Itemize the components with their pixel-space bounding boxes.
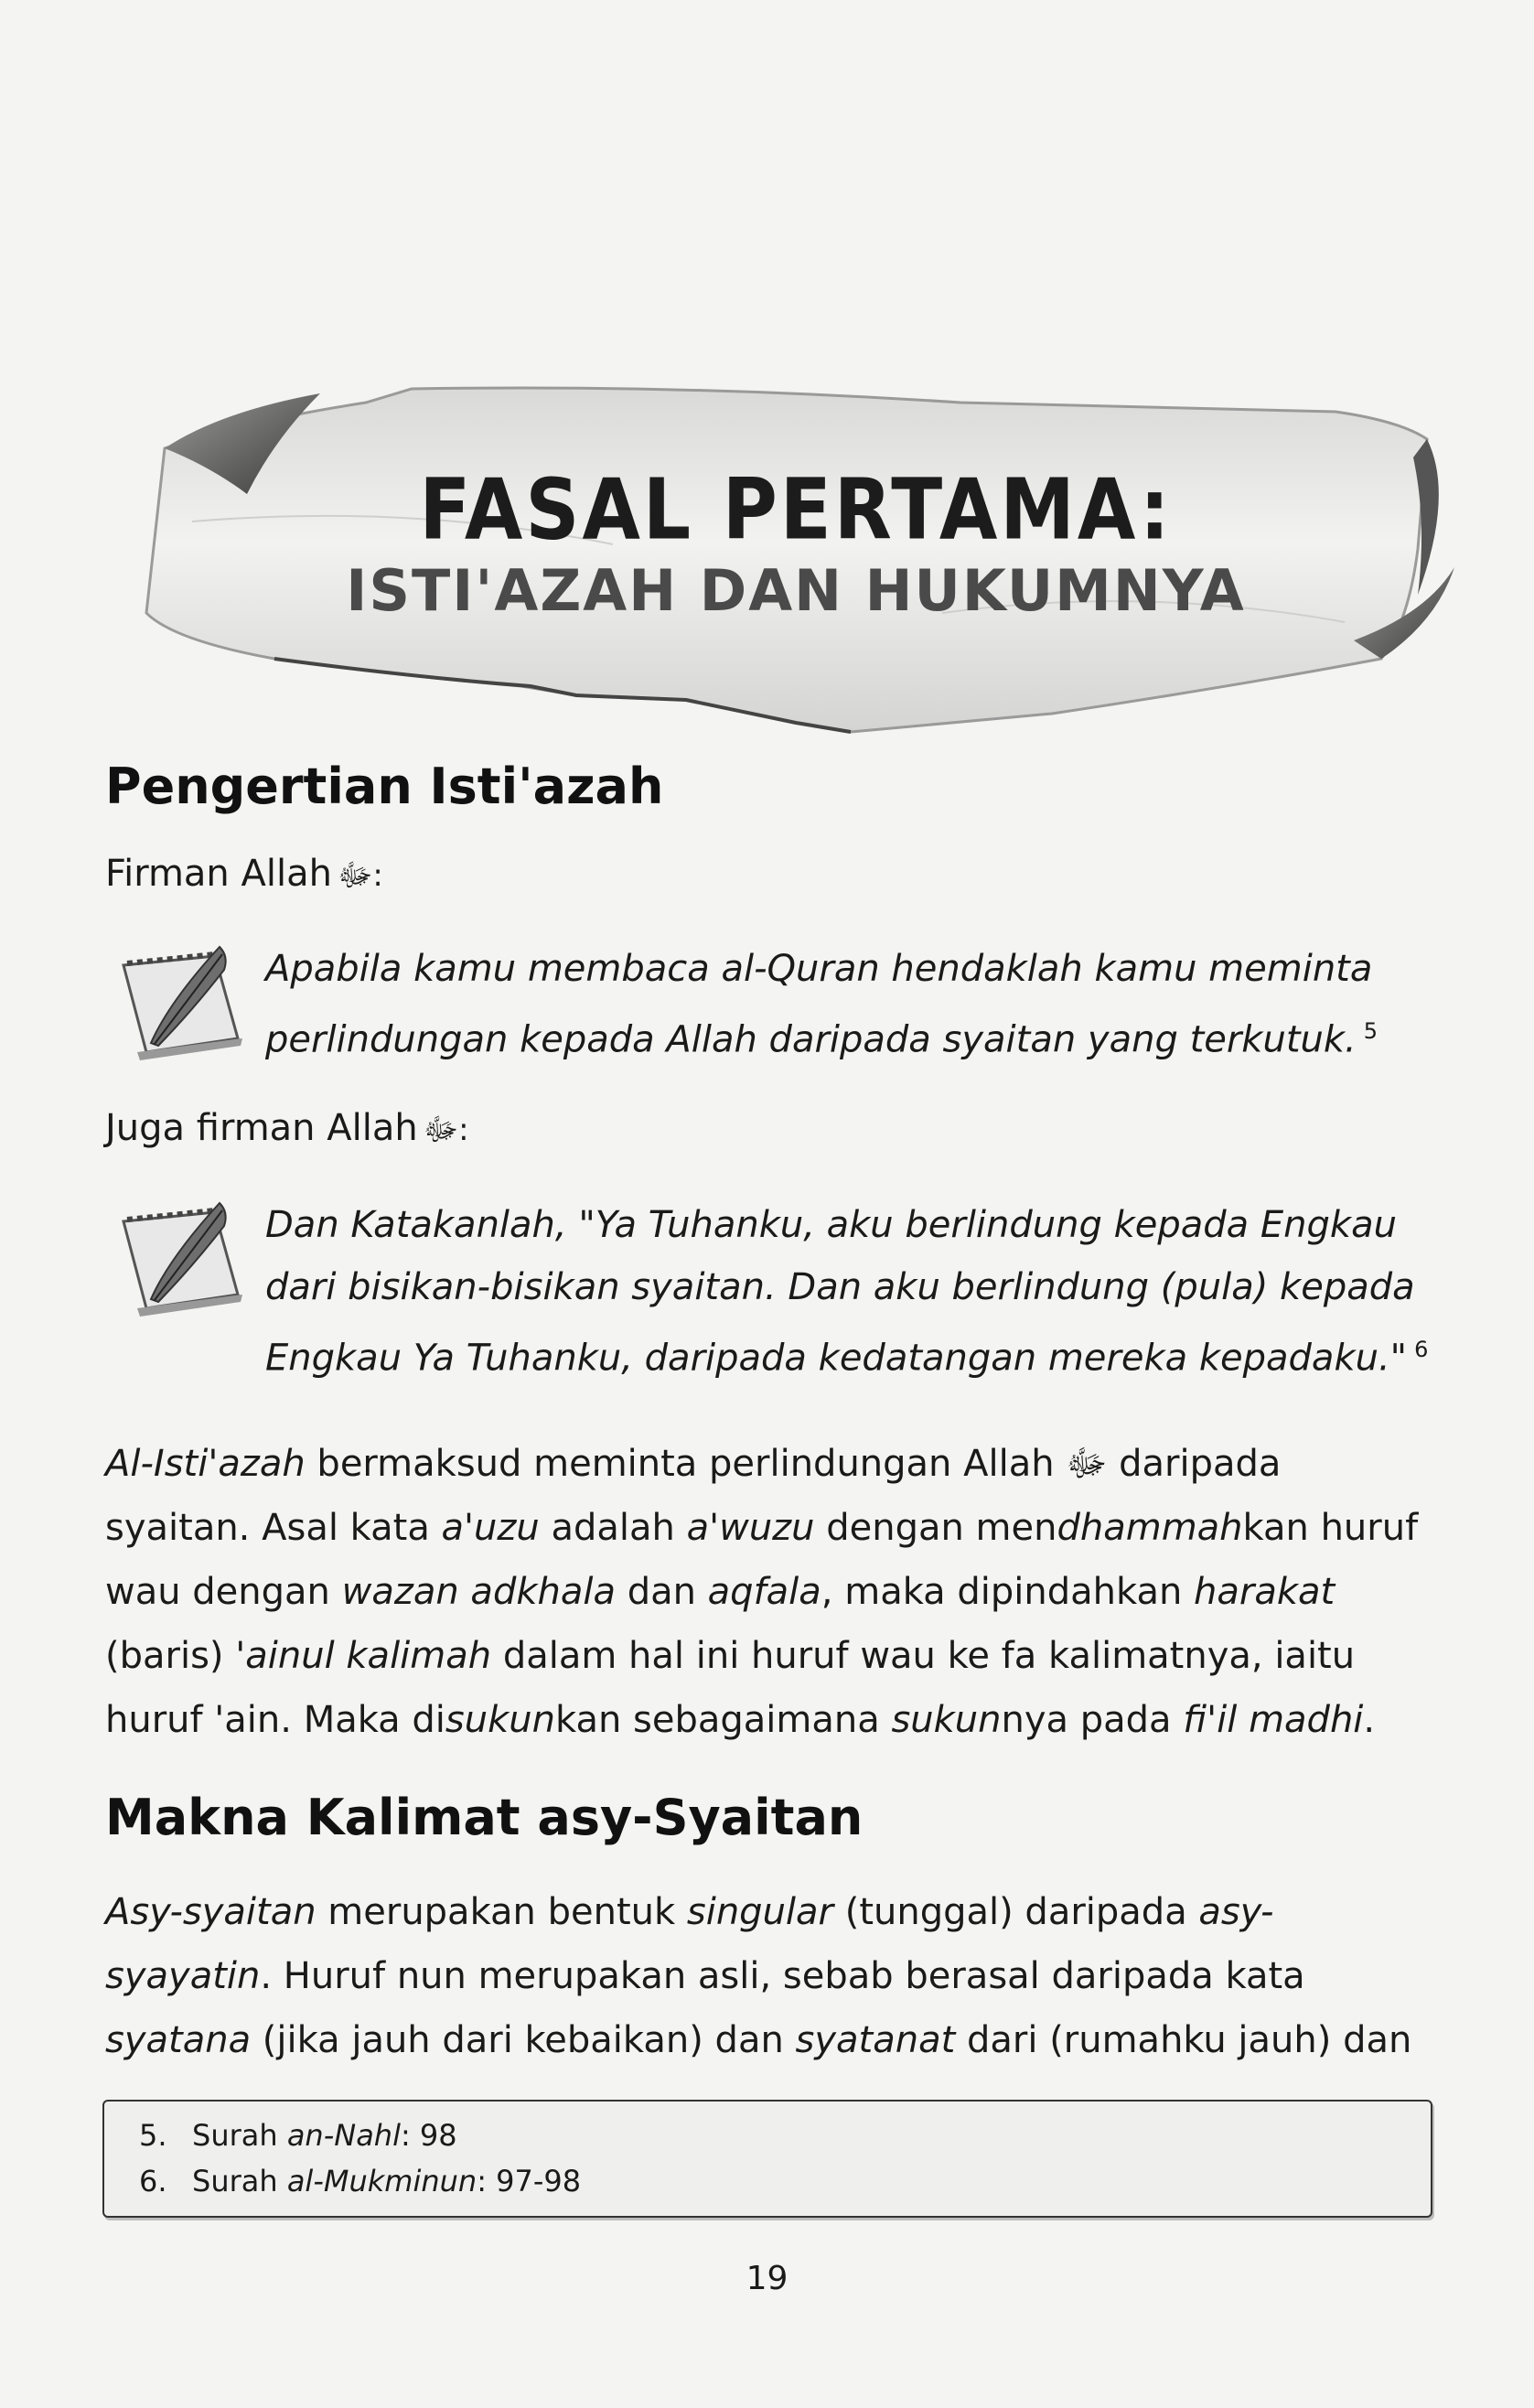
text: dengan men bbox=[814, 1507, 1057, 1549]
footnote-number: 6. bbox=[139, 2164, 167, 2198]
footnote-6 bbox=[139, 2164, 581, 2198]
text: . bbox=[1363, 1699, 1376, 1741]
term: sukun bbox=[445, 1699, 555, 1741]
text: (jika jauh dari kebaikan) dan bbox=[251, 2019, 796, 2061]
quote-block-1 bbox=[114, 938, 1441, 1075]
text: kan sebagaimana bbox=[554, 1699, 892, 1741]
footnote-number: 5. bbox=[139, 2118, 167, 2153]
term: syatanat bbox=[795, 2019, 956, 2061]
term: Asy-syaitan bbox=[105, 1891, 316, 1933]
footnote-ref-6: 6 bbox=[1414, 1337, 1429, 1362]
quote-text-2 bbox=[265, 1194, 1445, 1389]
surah-name: an-Nahl bbox=[286, 2118, 401, 2153]
text: dari (rumahku jauh) dan bbox=[955, 2019, 1412, 2061]
quote-text-1 bbox=[265, 938, 1445, 1070]
chapter-label: FASAL PERTAMA: bbox=[419, 461, 1173, 559]
text: (baris) ' bbox=[105, 1635, 246, 1677]
intro-line-2 bbox=[105, 1107, 469, 1156]
text: , maka dipindahkan bbox=[821, 1571, 1195, 1613]
verse-ref: : 97-98 bbox=[477, 2164, 582, 2198]
term: asy-syayatin bbox=[105, 1891, 1274, 1997]
term: dhammah bbox=[1057, 1507, 1243, 1549]
page-number: 19 bbox=[746, 2260, 788, 2297]
text: (tunggal) daripada bbox=[833, 1891, 1199, 1933]
quill-notebook-icon bbox=[114, 1194, 252, 1322]
footnote-prefix: Surah bbox=[192, 2118, 287, 2153]
honorific-glyph: ﷻ: bbox=[337, 857, 383, 894]
term: aqfala bbox=[707, 1571, 821, 1613]
term: wazan adkhala bbox=[341, 1571, 616, 1613]
text: nya pada bbox=[1001, 1699, 1184, 1741]
text: kan huruf wau dengan bbox=[105, 1507, 1419, 1613]
term: syatana bbox=[105, 2019, 252, 2061]
section-heading-asy-syaitan: Makna Kalimat asy-Syaitan bbox=[105, 1789, 864, 1846]
text: . Huruf nun merupakan asli, sebab berasal daripada kata bbox=[260, 1955, 1305, 1997]
paragraph-isti-azah bbox=[105, 1432, 1436, 1752]
term: a'uzu bbox=[441, 1507, 540, 1549]
verse-ref: : 98 bbox=[400, 2118, 457, 2153]
footnotes-box bbox=[102, 2100, 1432, 2218]
term: Al-Isti'azah bbox=[105, 1443, 306, 1485]
footnote-prefix: Surah bbox=[192, 2164, 287, 2198]
footnote-5 bbox=[139, 2118, 457, 2153]
chapter-banner bbox=[137, 384, 1454, 769]
text: merupakan bentuk bbox=[316, 1891, 687, 1933]
quote-block-2 bbox=[114, 1194, 1441, 1395]
paragraph-asy-syaitan bbox=[105, 1880, 1436, 2072]
text: adalah bbox=[539, 1507, 687, 1549]
quill-notebook-icon bbox=[114, 938, 252, 1066]
quote-1-body: Apabila kamu membaca al-Quran hendaklah kamu meminta perlindungan kepada Allah daripada syaitan yang terkutuk. bbox=[265, 948, 1373, 1061]
honorific-glyph-2: ﷻ: bbox=[423, 1112, 469, 1148]
text: dalam hal ini huruf wau ke fa kalimatnya, iaitu huruf 'ain. Maka di bbox=[105, 1635, 1356, 1741]
section-heading-isti-azah: Pengertian Isti'azah bbox=[105, 758, 664, 815]
intro-line-1 bbox=[105, 853, 383, 901]
text: bermaksud meminta perlindungan Allah ﷻ daripada syaitan. Asal kata bbox=[105, 1443, 1282, 1549]
term: ainul kalimah bbox=[245, 1635, 492, 1677]
term: harakat bbox=[1194, 1571, 1336, 1613]
term: sukun bbox=[891, 1699, 1002, 1741]
footnote-ref-5: 5 bbox=[1363, 1018, 1378, 1044]
intro-text: Firman Allah bbox=[105, 853, 332, 895]
text: dan bbox=[615, 1571, 708, 1613]
surah-name: al-Mukminun bbox=[286, 2164, 477, 2198]
term: singular bbox=[686, 1891, 833, 1933]
quote-2-body: Dan Katakanlah, "Ya Tuhanku, aku berlindung kepada Engkau dari bisikan-bisikan syaitan. Dan aku berlindung (pula) kepada Engkau Ya Tuhanku, daripada kedatangan mereka kepadaku." bbox=[265, 1204, 1415, 1380]
term: fi'il madhi bbox=[1183, 1699, 1364, 1741]
chapter-title: ISTI'AZAH DAN HUKUMNYA bbox=[346, 557, 1246, 624]
term: a'wuzu bbox=[686, 1507, 815, 1549]
intro-text-2: Juga firman Allah bbox=[105, 1107, 418, 1149]
